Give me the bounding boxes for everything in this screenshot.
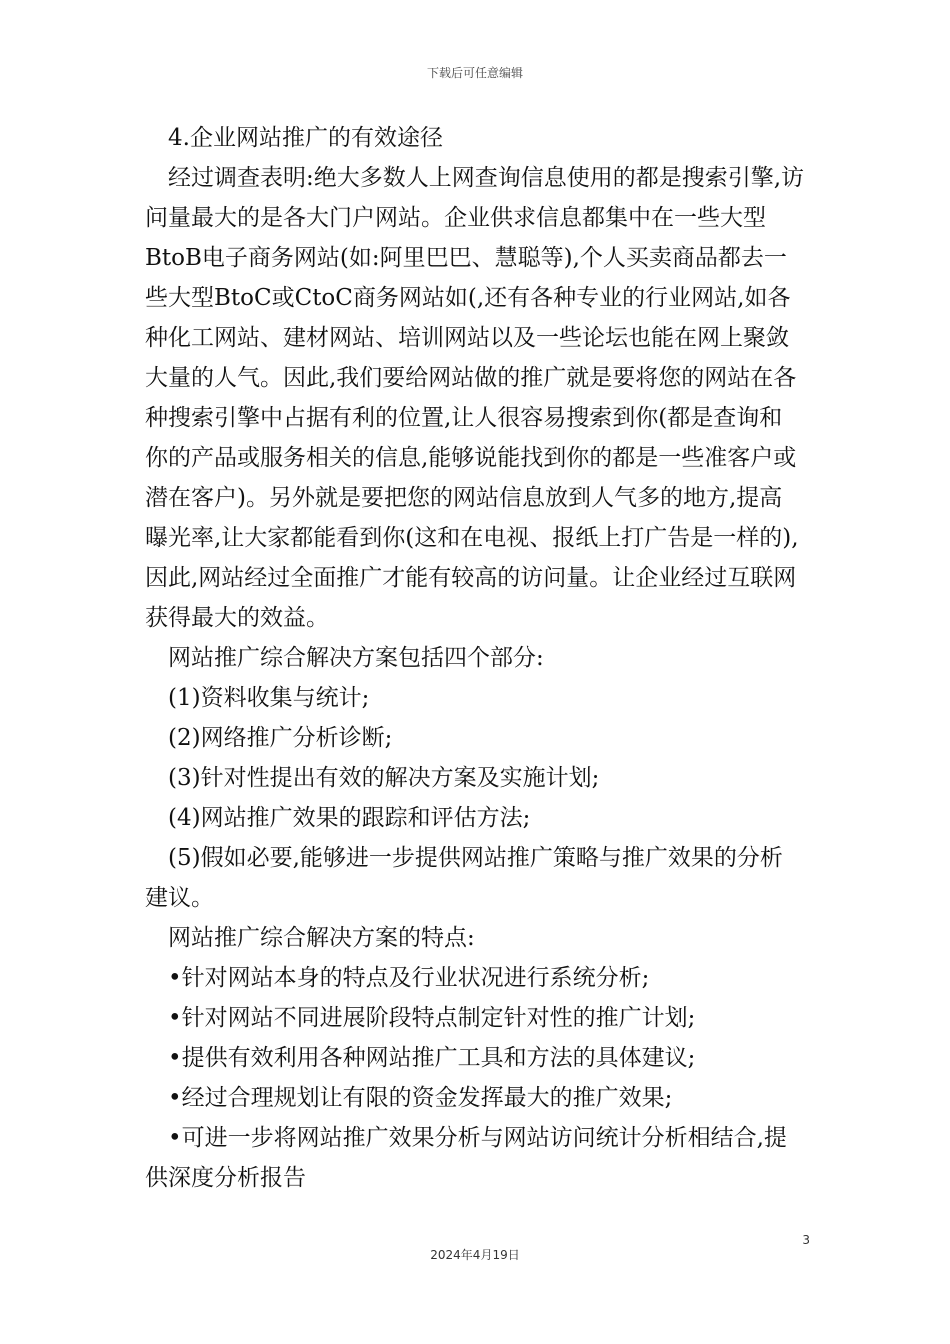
solution-title: 网站推广综合解决方案包括四个部分:	[168, 645, 544, 671]
solution-item: (4)网站推广效果的跟踪和评估方法;	[168, 805, 531, 831]
feature-item: •针对网站不同进展阶段特点制定针对性的推广计划;	[168, 1005, 696, 1031]
solution-item: (5)假如必要,能够进一步提供网站推广策略与推广效果的分析建议。	[145, 845, 783, 911]
intro-paragraph: 经过调查表明:绝大多数人上网查询信息使用的都是搜索引擎,访问量最大的是各大门户网站。企业供求信息都集中在一些大型BtoB电子商务网站(如:阿里巴巴、慧聪等),个人买卖商品都去一些大型BtoC或CtoC商务网站如(,还有各种专业的行业网站,如各种化工网站、建材网站、培训网站以及一些论坛也能在网上聚敛大量的人气。因此,我们要给网站做的推广就是要将您的网站在各种搜索引擎中占据有利的位置,让人很容易搜索到你(都是查询和你的产品或服务相关的信息,能够说能找到你的都是一些准客户或潜在客户)。另外就是要把您的网站信息放到人气多的地方,提高曝光率,让大家都能看到你(这和在电视、报纸上打广告是一样的),因此,网站经过全面推广才能有较高的访问量。让企业经过互联网获得最大的效益。	[145, 165, 805, 631]
document-body	[145, 118, 805, 1198]
section-heading: 4.企业网站推广的有效途径	[168, 125, 443, 151]
feature-item: •提供有效利用各种网站推广工具和方法的具体建议;	[168, 1045, 696, 1071]
solution-item: (2)网络推广分析诊断;	[168, 725, 393, 751]
page-number: 3	[802, 1233, 810, 1247]
feature-item: •可进一步将网站推广效果分析与网站访问统计分析相结合,提供深度分析报告	[145, 1125, 787, 1191]
features-title: 网站推广综合解决方案的特点:	[168, 925, 475, 951]
feature-item: •针对网站本身的特点及行业状况进行系统分析;	[168, 965, 650, 991]
feature-item: •经过合理规划让有限的资金发挥最大的推广效果;	[168, 1085, 673, 1111]
solution-item: (3)针对性提出有效的解决方案及实施计划;	[168, 765, 600, 791]
page-header: 下载后可任意编辑	[426, 66, 523, 80]
footer-date: 2024年4月19日	[430, 1248, 520, 1262]
solution-item: (1)资料收集与统计;	[168, 685, 370, 711]
